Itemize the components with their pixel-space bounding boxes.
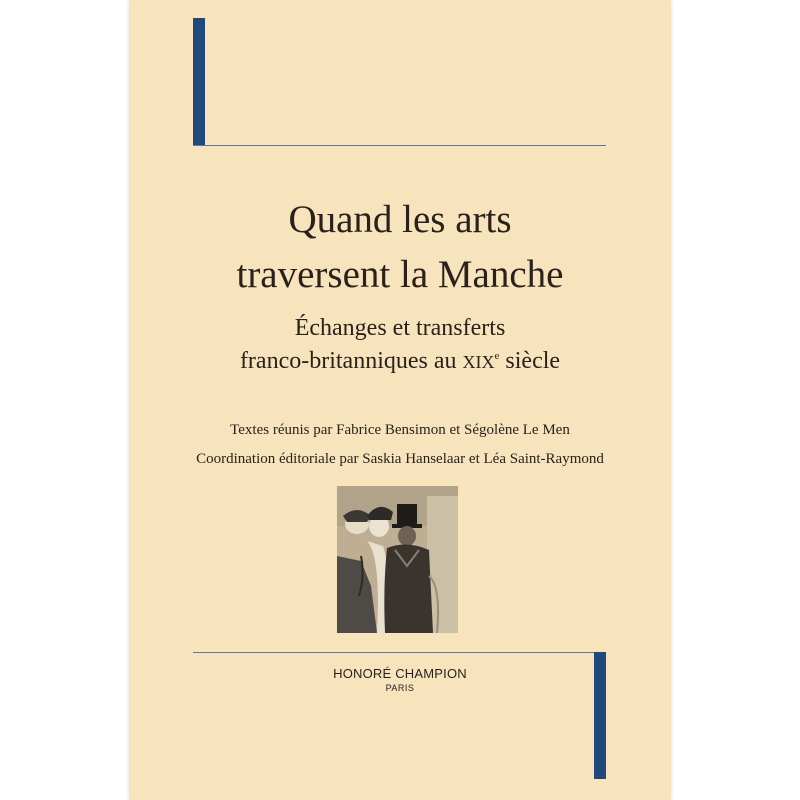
coordination-credit: Coordination éditoriale par Saskia Hanselaar et Léa Saint-Raymond [196, 451, 604, 467]
title-line-2: traversent la Manche [236, 253, 564, 296]
accent-bar-top [193, 18, 205, 146]
subtitle-century: XIX [462, 352, 495, 372]
rule-bottom [193, 652, 606, 653]
lithograph-figures-illustration [337, 486, 458, 633]
publisher-name: HONORÉ CHAMPION [333, 666, 467, 681]
subtitle-superscript: e [494, 350, 500, 362]
title-line-1: Quand les arts [288, 198, 512, 241]
subtitle-post: siècle [499, 348, 561, 374]
editors-credit: Textes réunis par Fabrice Bensimon et Ségolène Le Men [230, 422, 570, 438]
subtitle-line-2 [129, 346, 671, 377]
rule-top [193, 145, 606, 146]
subtitle-pre: franco-britanniques au [239, 348, 463, 374]
publisher-city: PARIS [385, 683, 415, 693]
subtitle-line-1: Échanges et transferts [294, 315, 506, 341]
